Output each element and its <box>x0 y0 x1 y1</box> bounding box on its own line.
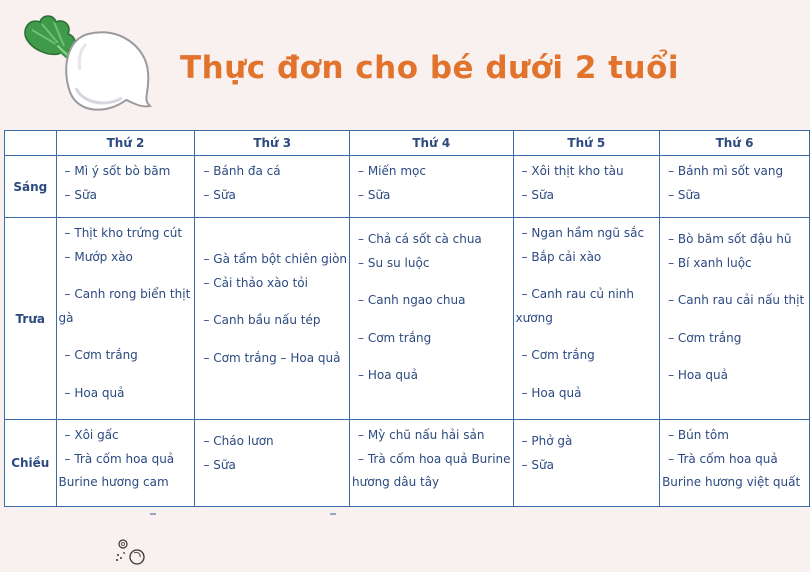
menu-line: – Cơm trắng <box>358 330 432 345</box>
menu-line: – Bí xanh luộc <box>668 255 752 270</box>
menu-cell <box>350 420 514 507</box>
menu-line: – Sữa <box>358 187 391 202</box>
menu-line: – Chả cá sốt cà chua <box>358 232 482 246</box>
menu-cell <box>513 218 660 420</box>
menu-line: – Bún tôm <box>668 428 729 442</box>
page-title: Thực đơn cho bé dưới 2 tuổi <box>180 50 679 86</box>
menu-cell <box>56 420 195 507</box>
menu-line: – Xôi thịt kho tàu <box>521 164 624 178</box>
menu-cell <box>513 156 660 218</box>
menu-line: – Canh bầu nấu tép <box>203 313 321 327</box>
menu-line: – Hoa quả <box>521 385 582 400</box>
day-header: Thứ 2 <box>56 131 195 156</box>
menu-line: – Bò băm sốt đậu hũ <box>668 232 792 246</box>
header-row <box>5 131 810 156</box>
day-header: Thứ 6 <box>660 131 810 156</box>
menu-cell <box>56 218 195 420</box>
menu-line: – Mì ý sốt bò băm <box>64 164 171 178</box>
menu-line: – Bắp cải xào <box>521 249 602 264</box>
meal-label: Chiều <box>5 420 57 507</box>
menu-line: – Phở gà <box>521 434 573 448</box>
menu-cell <box>660 156 810 218</box>
meal-row-chieu <box>5 420 810 507</box>
menu-cell <box>195 420 350 507</box>
menu-cell <box>660 420 810 507</box>
menu-cell <box>195 218 350 420</box>
menu-line: – Sữa <box>521 457 554 472</box>
menu-line: – Trà cốm hoa quả <box>668 451 778 466</box>
menu-line: – Canh rong biển thịt <box>64 287 191 301</box>
menu-line: – Su su luộc <box>358 255 430 270</box>
menu-line: – Bánh đa cá <box>203 164 281 178</box>
menu-line: – Sữa <box>203 187 236 202</box>
menu-line: – Canh ngao chua <box>358 293 466 307</box>
menu-line: – Trà cốm hoa quả Burine <box>358 451 511 466</box>
menu-line: Burine hương cam <box>58 475 169 489</box>
menu-line: – Trà cốm hoa quả <box>64 451 175 466</box>
menu-line: – Ngan hầm ngũ sắc <box>521 226 645 240</box>
radish-icon <box>18 10 158 122</box>
menu-cell <box>660 218 810 420</box>
bubbles-icon <box>112 537 152 567</box>
menu-line: – Cơm trắng <box>64 348 138 362</box>
menu-line: – Cháo lươn <box>203 434 274 448</box>
menu-line: – Sữa <box>64 187 97 202</box>
menu-line: – Hoa quả <box>358 368 418 382</box>
menu-cell <box>350 218 514 420</box>
menu-line: – Hoa quả <box>668 368 729 382</box>
menu-line: – Bánh mì sốt vang <box>668 164 784 178</box>
day-header: Thứ 3 <box>195 131 350 156</box>
day-header: Thứ 4 <box>350 131 514 156</box>
menu-line: xương <box>515 310 553 325</box>
menu-line: – Canh rau củ ninh <box>521 287 634 301</box>
menu-line: – Cơm trắng <box>521 348 595 362</box>
menu-line: – Mỳ chũ nấu hải sản <box>358 428 485 442</box>
menu-line: – Cơm trắng <box>668 330 742 345</box>
menu-cell <box>513 420 660 507</box>
menu-line: – Sữa <box>668 187 701 202</box>
menu-line: hương dâu tây <box>352 475 440 489</box>
meal-label: Trưa <box>5 218 57 420</box>
menu-line: gà <box>58 310 74 325</box>
menu-line: – Gà tẩm bột chiên giòn <box>203 252 348 266</box>
menu-table <box>4 130 810 507</box>
menu-line: – Cơm trắng – Hoa quả <box>203 350 341 365</box>
decor-dash <box>330 513 336 515</box>
menu-line: Burine hương việt quất <box>662 475 801 489</box>
menu-cell <box>56 156 195 218</box>
meal-label: Sáng <box>5 156 57 218</box>
day-header: Thứ 5 <box>513 131 660 156</box>
menu-line: – Thịt kho trứng cút <box>64 226 183 240</box>
menu-line: – Hoa quả <box>64 385 125 400</box>
menu-line: – Canh rau cải nấu thịt <box>668 293 805 307</box>
decor-dash <box>150 513 156 515</box>
menu-line: – Mướp xào <box>64 249 133 264</box>
corner-cell <box>5 131 57 156</box>
meal-row-sang <box>5 156 810 218</box>
menu-line: – Xôi gấc <box>64 428 119 442</box>
menu-line: – Sữa <box>521 187 554 202</box>
header <box>0 0 810 125</box>
menu-cell <box>195 156 350 218</box>
menu-line: – Sữa <box>203 457 236 472</box>
menu-line: – Cải thảo xào tỏi <box>203 275 308 290</box>
meal-row-trua <box>5 218 810 420</box>
menu-cell <box>350 156 514 218</box>
menu-line: – Miến mọc <box>358 164 426 178</box>
